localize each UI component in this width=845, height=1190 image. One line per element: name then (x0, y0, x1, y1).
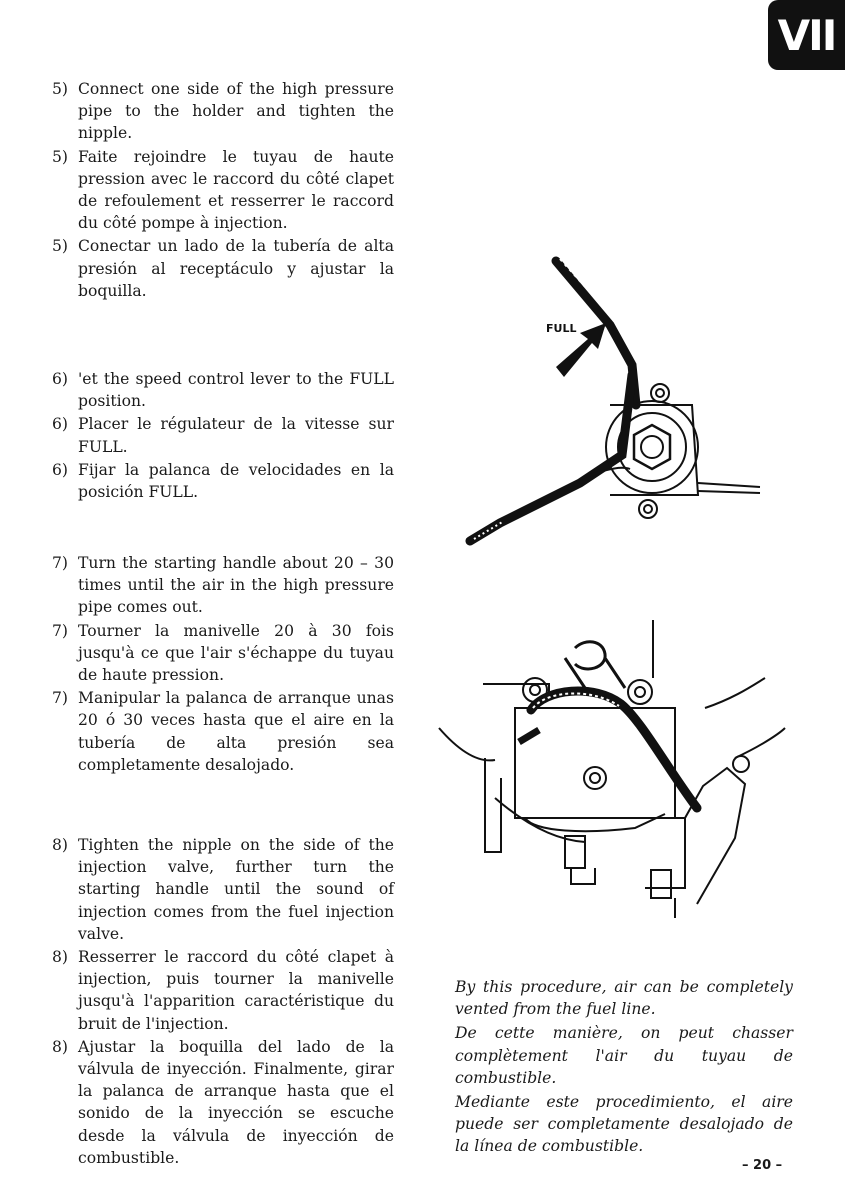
step-7-en: 7) Turn the starting handle about 20 – 30 times until the air in the high pressure pipe comes out. (52, 554, 394, 617)
caption-fr: De cette manière, on peut chasser complètement l'air du tuyau de combustible. (455, 1024, 793, 1087)
step-6 (52, 368, 394, 503)
step-8-fr: 8) Resserrer le raccord du côté clapet à injection, puis tourner la manivelle jusqu'à l'apparition caractéristique du bruit de l'injection. (52, 948, 394, 1033)
step-8 (52, 834, 394, 1169)
step-7 (52, 552, 394, 776)
caption-es: Mediante este procedimiento, el aire puede ser completamente desalojado de la línea de combustible. (455, 1093, 793, 1156)
step-5-en: 5) Connect one side of the high pressure pipe to the holder and tighten the nipple. (52, 80, 394, 143)
chapter-tab (768, 0, 845, 70)
step-8-es: 8) Ajustar la boquilla del lado de la válvula de inyección. Finalmente, girar la palanca de arranque hasta que el sonido de la inyección se escuche desde la válvula de inyección de combustible. (52, 1037, 394, 1167)
page-number: – 20 – (742, 1158, 783, 1173)
step-5-es: 5) Conectar un lado de la tubería de alta presión al receptáculo y ajustar la boquilla. (52, 237, 394, 300)
step-6-fr: 6) Placer le régulateur de la vitesse sur FULL. (52, 415, 394, 456)
speed-lever-illustration (460, 255, 780, 555)
step-5 (52, 78, 394, 302)
chapter-number: VII (777, 10, 836, 60)
caption-en: By this procedure, air can be completely vented from the fuel line. (455, 978, 793, 1019)
step-6-en: 6) 'et the speed control lever to the FULL position. (52, 370, 394, 411)
step-5-fr: 5) Faite rejoindre le tuyau de haute pression avec le raccord du côté clapet de refoulement et resserrer le raccord du côté pompe à injection. (52, 147, 394, 233)
step-7-fr: 7) Tourner la manivelle 20 à 30 fois jusqu'à ce que l'air s'échappe du tuyau de haute pression. (52, 621, 394, 685)
step-7-es: 7) Manipular la palanca de arranque unas 20 ó 30 veces hasta que el aire en la tubería de alta presión sea completamente desalojado. (52, 689, 394, 774)
full-label: FULL (546, 322, 577, 335)
figure-caption (455, 976, 793, 1160)
injection-pump-illustration (435, 618, 795, 920)
step-8-en: 8) Tighten the nipple on the side of the injection valve, further turn the starting handle until the sound of injection comes from the fuel injection valve. (52, 836, 394, 943)
step-6-es: 6) Fijar la palanca de velocidades en la posición FULL. (52, 460, 394, 502)
